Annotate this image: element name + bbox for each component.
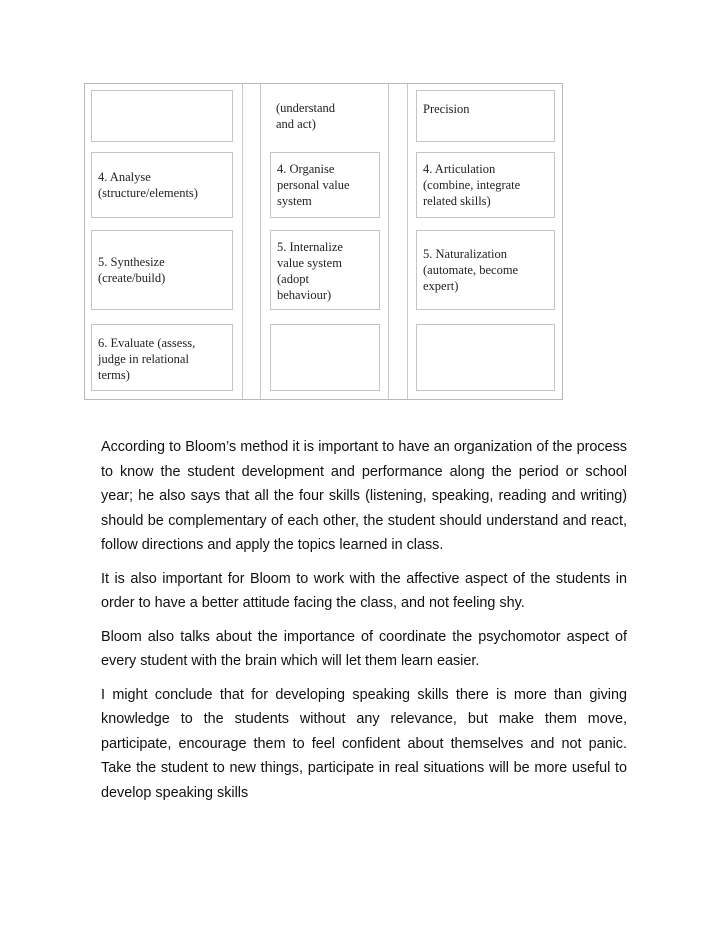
taxonomy-table bbox=[84, 83, 563, 400]
column-divider bbox=[242, 84, 243, 399]
cell-internalize: 5. Internalize value system (adopt behaviour) bbox=[270, 230, 380, 310]
cell-organise: 4. Organise personal value system bbox=[270, 152, 380, 218]
paragraph: According to Bloom’s method it is important to have an organization of the process to know the student development and performance along the period or school year; he also says that all the four skills (listening, speaking, reading and writing) should be complementary of each other, the student should understand and react, follow directions and apply the topics learned in class. bbox=[101, 439, 627, 553]
cell-articulation: 4. Articulation (combine, integrate related skills) bbox=[416, 152, 555, 218]
cell-naturalization: 5. Naturalization (automate, become expert) bbox=[416, 230, 555, 310]
cell-psychomotor-row1: Precision bbox=[416, 90, 555, 142]
body-text bbox=[101, 435, 627, 814]
cell-psychomotor-row4 bbox=[416, 324, 555, 391]
cell-affective-row1: (understand and act) bbox=[276, 101, 336, 131]
cell-affective-row4 bbox=[270, 324, 380, 391]
cell-analyse: 4. Analyse (structure/elements) bbox=[91, 152, 233, 218]
column-divider bbox=[388, 84, 389, 399]
paragraph: I might conclude that for developing speaking skills there is more than giving knowledge to the students without any relevance, but make them move, participate, encourage them to feel confident about themselves and not panic. Take the student to new things, participate in real situations will be more useful to develop speaking skills bbox=[101, 686, 627, 801]
cell-synthesize: 5. Synthesize (create/build) bbox=[91, 230, 233, 310]
paragraph: Bloom also talks about the importance of coordinate the psychomotor aspect of every student with the brain which will let them learn easier. bbox=[101, 628, 627, 669]
column-divider bbox=[260, 84, 261, 399]
cell-evaluate: 6. Evaluate (assess, judge in relational terms) bbox=[91, 324, 233, 391]
column-divider bbox=[407, 84, 408, 399]
paragraph: It is also important for Bloom to work with the affective aspect of the students in order to have a better attitude facing the class, and not feeling shy. bbox=[101, 570, 627, 611]
cell-cognitive-row1 bbox=[91, 90, 233, 142]
